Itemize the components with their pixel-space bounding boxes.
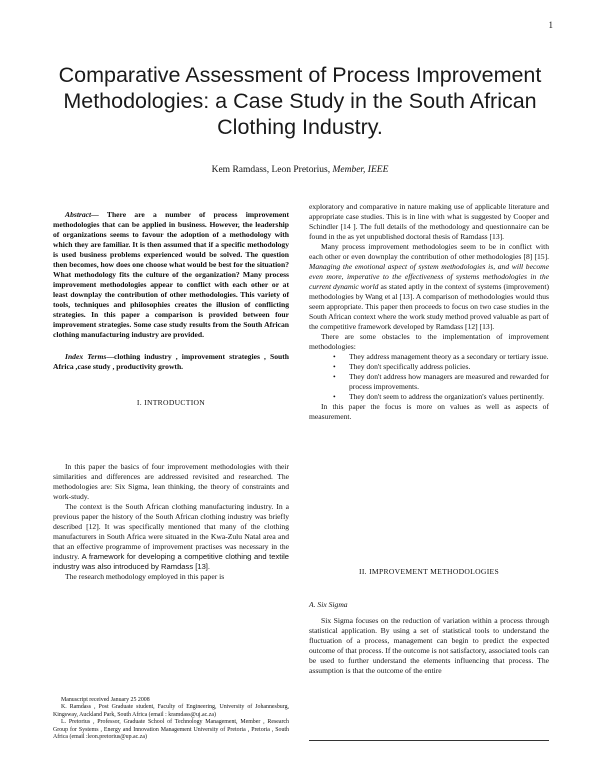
list-item-text: They don't seem to address the organization's values pertinently. [349, 392, 545, 401]
list-item-text: They don't specifically address policies. [349, 362, 471, 371]
list-item [309, 392, 549, 402]
abstract-text: — There are a number of process improvement methodologies that can be applied in business. However, the leadership of organizations seems to favour the adoption of a methodology with which they are familiar. It is then assumed that if a specific methodology is used business problems experienced would be solved. The question then becomes, how does one choose what would be best for the situation? What methodology fits the culture of the organization? Many process improvement methodologies appear to conflict with each other or at least downplay the contribution of other methodologies. This variety of tools, techniques and philosophies creates the illusion of conflicting strategies. In this paper a comparison is provided between four improvement strategies. Some case study results from the South African clothing manufacturing industry are provided. [53, 210, 289, 339]
body-text-italic: Managing the emotional aspect of system methodologies is, and will become even more, imperative to the effectiveness of systems methodologies in the current dynamic world [309, 262, 549, 291]
footnote: L. Pretorius , Professor, Graduate School of Technology Management, Member , Research Group for Systems , Energy and Innovation Management University of Pretoria , Pretoria , South Africa (email :leon.pretorius@up.ac.za) [53, 719, 289, 741]
intro-paragraph [53, 502, 289, 572]
footnote: Manuscript received January 25 2008 [61, 697, 150, 703]
index-terms [53, 352, 289, 372]
intro-paragraph: In this paper the basics of four improvement methodologies with their similarities and differences are addressed revisited and researched. The methodologies are: Six Sigma, lean thinking, the theory of constraints and work-study. [53, 462, 289, 501]
body-paragraph: There are some obstacles to the implementation of improvement methodologies: [309, 332, 549, 351]
obstacle-list [309, 352, 549, 402]
author-membership: Member, IEEE [332, 165, 389, 175]
list-item-text: They address management theory as a secondary or tertiary issue. [349, 352, 549, 361]
list-item [309, 362, 549, 372]
body-paragraph: Six Sigma focuses on the reduction of variation within a process through statistical application. By using a set of statistical tools to understand the fluctuation of a process, management can begin to predict the expected outcome of that process. If the outcome is not satisfactory, associated tools can be used to further understand the elements influencing that process. The assumption is that the outcome of the entire [309, 616, 549, 675]
author-names: Kem Ramdass, Leon Pretorius, [211, 165, 333, 175]
body-text: Many process improvement methodologies seem to be in conflict with each other or even downplay the contribution of other methodologies [8] [15]. [309, 242, 549, 261]
page-number: 1 [548, 20, 553, 30]
intro-paragraph: The research methodology employed in this paper is [65, 572, 225, 581]
body-text: as stated aptly in the context of systems (improvement) methodologies by Wang et al [13]. A comparison of methodologies would thus seem appropriate. This paper then proceeds to focus on two case studies in the South African context where the work study method proved valuable as part of the competitive framework developed by Ramdass [12] [13]. [309, 282, 549, 331]
footnote: K. Ramdass , Post Graduate student, Faculty of Engineering, University of Johannesburg, Kingsway, Auckland Park, South Africa (email : kramdass@uj.ac.za) [53, 704, 289, 718]
body-paragraph: exploratory and comparative in nature making use of applicable literature and appropriate case studies. This is in line with what is suggested by Cooper and Schindler [14 ]. The full details of the methodology and questionnaire can be found in the as yet unpublished doctoral thesis of Ramdass [13]. [309, 202, 549, 241]
body-paragraph: In this paper the focus is more on values as well as aspects of measurement. [309, 402, 549, 421]
bullet-icon: • [333, 352, 336, 361]
abstract [53, 210, 289, 340]
intro-text: The context is the South African clothing manufacturing industry. In a previous paper the history of the South African clothing industry was briefly described [12]. It was specifically mentioned that many of the clothing manufacturers in South Africa were situated in the Kwa-Zulu Natal area and that an effective programme of improvement practises was necessary in the industry. [53, 502, 289, 561]
index-terms-text: —clothing industry , improvement strategies , South Africa ,case study , productivity growth. [53, 352, 289, 371]
six-sigma-body [309, 616, 549, 676]
methodologies-heading: II. IMPROVEMENT METHODOLOGIES [359, 567, 499, 576]
introduction-heading: I. INTRODUCTION [136, 398, 206, 407]
bullet-icon: • [333, 392, 336, 401]
author-line [0, 165, 600, 175]
abstract-lead: Abstract [65, 210, 92, 219]
introduction-body [53, 462, 289, 582]
list-item [309, 372, 549, 392]
footnotes [53, 697, 289, 741]
list-item-text: They don't address how managers are measured and rewarded for process improvements. [349, 372, 549, 391]
six-sigma-heading: A. Six Sigma [309, 600, 348, 609]
index-terms-lead: Index Terms [65, 352, 107, 361]
right-column-body [309, 202, 549, 422]
bullet-icon: • [333, 372, 336, 381]
body-paragraph [309, 242, 549, 332]
intro-text-framework: A framework for developing a competitive clothing and textile industry was also introduced by Ramdass [13]. [53, 552, 290, 571]
bullet-icon: • [333, 362, 336, 371]
footer-rule [309, 740, 549, 741]
list-item [309, 352, 549, 362]
paper-title: Comparative Assessment of Process Improvement Methodologies: a Case Study in the South African Clothing Industry. [58, 63, 542, 139]
